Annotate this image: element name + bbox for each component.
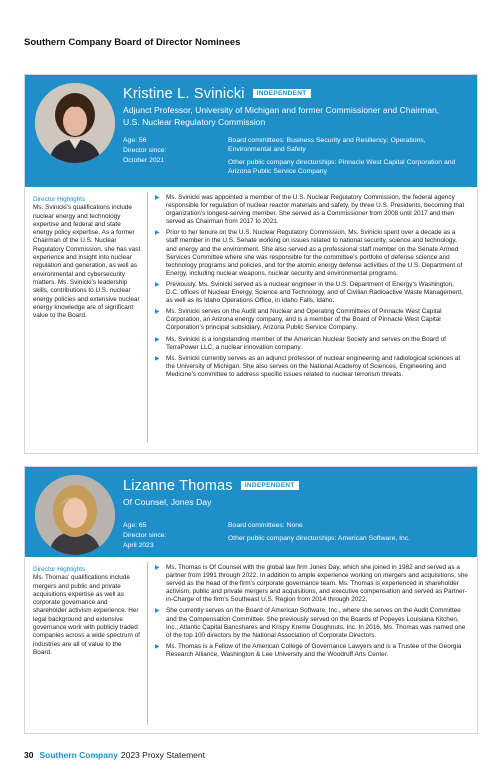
independent-badge: INDEPENDENT <box>241 481 299 490</box>
highlights-text: Ms. Thomas’ qualifications include mergers and public and private acquisitions expertise as well as corporate governance and shareholder activism experience. Her legal background and extensive governance work with publicly traded companies across a wide spectrum of industries are all of value to the Board. <box>33 574 140 656</box>
bio-bullets <box>155 194 468 382</box>
nominee-meta <box>123 521 166 551</box>
other-directorships: Other public company directorships: Pinnacle West Capital Corporation and Arizona Public Service Company <box>228 159 456 175</box>
nominee-age: Age: 65 <box>123 522 147 529</box>
highlights-title: Director Highlights <box>33 196 86 203</box>
director-highlights <box>33 566 141 657</box>
page-footer <box>24 750 205 760</box>
director-since-label: Director since: <box>123 147 167 154</box>
nominee-header <box>25 467 477 557</box>
nominee-role: Adjunct Professor, University of Michigan and former Commissioner and Chairman, U.S. Nuclear Regulatory Commission <box>123 105 440 127</box>
director-since-date: October 2021 <box>123 157 165 164</box>
triangle-right-icon: ▶ <box>155 230 160 237</box>
nominee-card-thomas <box>24 466 478 734</box>
page-number: 30 <box>24 750 34 760</box>
director-highlights <box>33 196 141 320</box>
triangle-right-icon: ▶ <box>155 643 160 650</box>
column-divider <box>147 192 148 442</box>
nominee-directorships <box>228 136 468 176</box>
board-committees: Board committees: None <box>228 522 303 529</box>
document-name: 2023 Proxy Statement <box>120 750 205 760</box>
nominee-header <box>25 75 477 187</box>
other-directorships: Other public company directorships: American Software, Inc. <box>228 535 411 542</box>
company-name: Southern Company <box>39 750 118 760</box>
page-title: Southern Company Board of Director Nominees <box>24 37 241 48</box>
triangle-right-icon: ▶ <box>155 195 160 201</box>
nominee-meta <box>123 136 166 166</box>
highlights-text: Ms. Svinicki’s qualifications include nuclear energy and technology expertise and federal and state energy policy expertise. As a former Chairman of the U.S. Nuclear Regulatory Commission, she has vast experience and insight into nuclear regulation and generation, as well as environmental and cybersecurity matters. Ms. Svinicki’s leadership skills, contributions to U.S. nuclear energy policies and extensive nuclear energy knowledge are of significant value to the Board. <box>33 204 141 320</box>
nominee-photo <box>35 83 115 163</box>
bio-bullet: ▶ Ms. Thomas is Of Counsel with the global law firm Jones Day, which she joined in 1982 and served as a partner from 1991 through 2022. In addition to ample experience working on mergers and acquisitions, she served as the head of the firm’s corporate governance team. Ms. Thomas is experienced in shareholder activism, public and private mergers and acquisitions, and executive compensation and served as Partner-in-Charge of the firm’s Southeast U.S. Region from 2014 through 2022. <box>155 564 468 604</box>
bio-bullet: ▶ Ms. Svinicki is a longstanding member of the American Nuclear Society and serves on the Board of TerraPower LLC, a nuclear innovation company. <box>155 335 446 351</box>
triangle-right-icon: ▶ <box>155 565 160 571</box>
triangle-right-icon: ▶ <box>155 309 160 316</box>
triangle-right-icon: ▶ <box>155 336 160 343</box>
bio-bullet: ▶ Previously, Ms. Svinicki served as a nuclear engineer in the U.S. Department of Energy’s Washington, D.C. offices of Nuclear Energy, Science and Technology, and of Civilian Radioactive Waste Management, as well as its Idaho Operations Office, in Idaho Falls, Idaho. <box>155 280 463 305</box>
triangle-right-icon: ▶ <box>155 608 160 615</box>
nominee-age: Age: 56 <box>123 137 147 144</box>
bio-bullet: ▶ She currently serves on the Board of American Software, Inc., where she serves on the Audit Committee and the Compensation Committee. She previously served on the Boards of Popeyes Louisiana Kitchen, Inc., Atlantic Capital Bancshares and Krispy Kreme Doughnuts, Inc. In 2016, Ms. Thomas was named one of the top 100 directors by the National Association of Corporate Directors. <box>155 607 466 639</box>
board-committees: Board committees: Business Security and Resiliency; Operations, Environmental and Safety <box>228 137 426 153</box>
bio-bullet: ▶ Ms. Svinicki was appointed a member of the U.S. Nuclear Regulatory Commission, the federal agency responsible for regulation of nuclear reactor materials and safety, by three U.S. Presidents, becoming that organization’s longest-serving member. She served as a Commissioner from 2008 until 2017 and then served as Chairman from 2017 to 2021. <box>155 194 465 226</box>
bio-bullet: ▶ Ms. Svinicki serves on the Audit and Nuclear and Operating Committees of Pinnacle West Capital Corporation, an Arizona energy company, and is a member of the Board of Pinnacle West Capital Corporation’s principal subsidiary, Arizona Public Service Company. <box>155 308 442 332</box>
bio-bullet: ▶ Ms. Svinicki currently serves as an adjunct professor of nuclear engineering and radiological sciences at the University of Michigan. She also serves on the National Academy of Sciences, Engineering and Medicine’s committee to address specific issues related to nuclear terrorism threats. <box>155 354 461 378</box>
independent-badge: INDEPENDENT <box>253 89 311 98</box>
triangle-right-icon: ▶ <box>155 355 160 362</box>
triangle-right-icon: ▶ <box>155 281 160 288</box>
bio-bullet: ▶ Ms. Thomas is a Fellow of the American College of Governance Lawyers and is a Trustee of the Georgia Research Alliance, Washington & Lee University and the Woodruff Arts Center. <box>155 642 462 658</box>
nominee-role: Of Counsel, Jones Day <box>123 497 212 507</box>
highlights-title: Director Highlights <box>33 566 86 573</box>
nominee-name: Kristine L. Svinicki <box>123 86 245 102</box>
bio-bullets <box>155 564 468 662</box>
nominee-photo <box>35 475 115 555</box>
bio-bullet: ▶ Prior to her tenure on the U.S. Nuclear Regulatory Commission, Ms. Svinicki spent over a decade as a staff member in the U.S. Senate working on issues related to national security, science and technology, and energy and the environment. She also served as a professional staff member on the Senate Armed Services Committee where she was responsible for the committee’s portfolio of defense science and technology programs and policies, and for the atomic energy defense activities of the U.S. Department of Energy, including nuclear weapons, nuclear security and environmental programs. <box>155 229 463 277</box>
nominee-card-svinicki <box>24 74 478 454</box>
column-divider <box>147 562 148 725</box>
nominee-name: Lizanne Thomas <box>123 478 233 494</box>
director-since-date: April 2023 <box>123 542 154 549</box>
director-since-label: Director since: <box>123 532 167 539</box>
nominee-directorships <box>228 521 468 543</box>
